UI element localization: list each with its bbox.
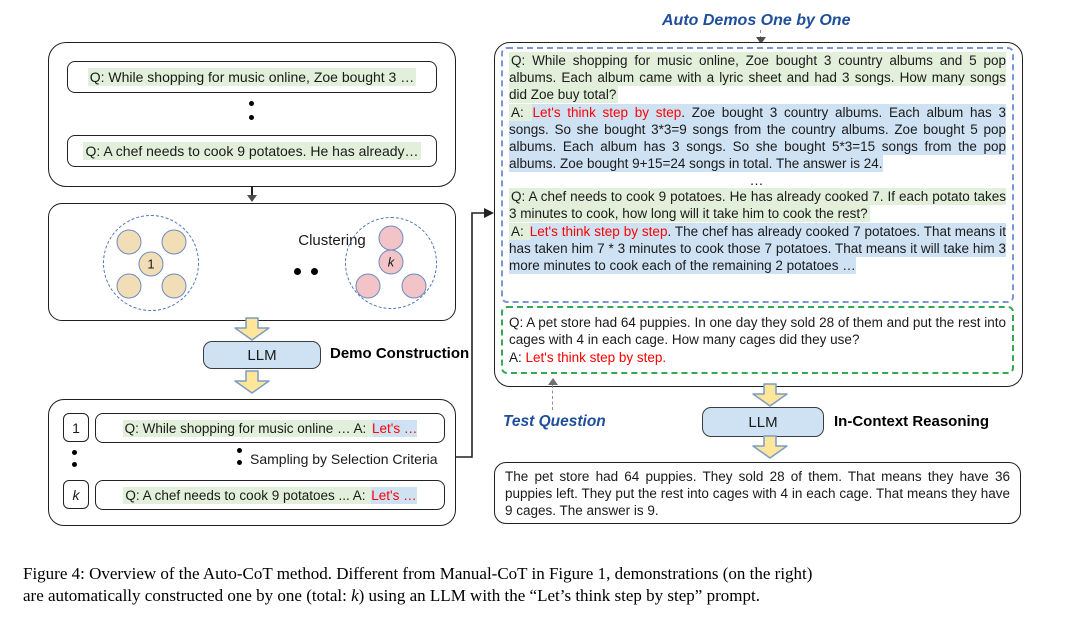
pool-question-card-2 — [67, 135, 437, 167]
cluster-1-label: 1 — [147, 256, 155, 272]
vertical-ellipsis-icon — [72, 450, 77, 467]
llm-box-demo-construction — [203, 341, 321, 369]
final-answer-box — [494, 462, 1021, 524]
demo-row-index-1: 1 — [63, 413, 89, 442]
llm-label: LLM — [247, 346, 277, 364]
demo-pool-box — [48, 399, 456, 526]
demo-row-card-1 — [95, 413, 445, 443]
in-context-reasoning-label: In-Context Reasoning — [834, 413, 990, 430]
test-question-pointer-arrowhead — [548, 378, 558, 385]
test-question-label: Test Question — [503, 413, 606, 430]
block-arrow-icon — [233, 371, 271, 394]
pool-question-2-text: Q: A chef needs to cook 9 potatoes. He has already… — [85, 143, 419, 159]
demo-row-k-answer: Let's … — [371, 487, 417, 503]
demos-ellipsis: … — [749, 172, 766, 188]
horizontal-ellipsis-icon — [294, 268, 318, 275]
test-question-pointer-line — [552, 385, 553, 410]
question-pool-box — [48, 42, 456, 187]
cluster-node — [117, 274, 142, 299]
demo-construction-label: Demo Construction — [330, 345, 470, 362]
vertical-ellipsis-icon — [249, 101, 254, 120]
auto-demos-label: Auto Demos One by One — [662, 12, 851, 29]
final-answer-text: The pet store had 64 puppies. They sold 28 of them. That means they have 36 puppies left. They put the rest into cages with 4 in each cage. That means they have 9 cages. The answer is 9. — [505, 469, 1010, 518]
demo-row-1-answer: Let's … — [372, 420, 418, 436]
sampling-label: Sampling by Selection Criteria — [250, 451, 438, 467]
figure-caption — [23, 563, 1063, 606]
down-arrowhead-icon — [247, 195, 257, 202]
block-arrow-icon — [233, 318, 271, 341]
cluster-node — [379, 226, 404, 251]
caption-line-1: Figure 4: Overview of the Auto-CoT method. Different from Manual-CoT in Figure 1, demonstrations (on the right) — [23, 564, 813, 583]
cluster-node — [162, 230, 187, 255]
block-arrow-icon — [751, 436, 789, 459]
auto-demos-dashed-box — [501, 47, 1014, 303]
cluster-k-label: k — [387, 254, 395, 270]
caption-line-2: are automatically constructed one by one (total: k) using an LLM with the “Let’s think step by step” prompt. — [23, 585, 760, 605]
pool-question-1-text: Q: While shopping for music online, Zoe bought 3 … — [89, 69, 415, 85]
test-answer-text: A: Let's think step by step. — [509, 350, 667, 365]
cluster-node — [356, 274, 381, 299]
pool-question-card-1 — [67, 61, 437, 93]
llm-box-in-context-reasoning — [702, 407, 824, 437]
demo-row-1-question: Q: While shopping for music online … A: — [124, 420, 370, 436]
demo-row-index-k: k — [63, 480, 89, 509]
cluster-1-center-node — [139, 252, 164, 277]
test-question-dashed-box — [501, 306, 1014, 374]
demo2-question: Q: A chef needs to cook 9 potatoes. He has already cooked 7. If each potato takes 3 minutes to cook, how long will it take him to cook the rest? — [509, 189, 1006, 221]
test-question-text: Q: A pet store had 64 puppies. In one day they sold 28 of them and put the rest into cages with 4 in each cage. How many cages did they use? — [509, 315, 1006, 347]
demo1-answer: A: Let's think step by step. Zoe bought 3 country albums. Each album has 3 songs. So she bought 3*3=9 songs from the country albums. Zoe bought 5 pop albums. Each album has 3 songs. So she bought 5*3=15 songs from the pop albums. Zoe bought 9+15=24 songs in total. The answer is 24. — [509, 105, 1006, 171]
vertical-ellipsis-icon — [237, 448, 242, 465]
demo-row-card-k — [95, 480, 445, 510]
cluster-node — [162, 274, 187, 299]
llm-label: LLM — [748, 413, 778, 431]
cluster-k-center-node — [379, 250, 404, 275]
clustering-label: Clustering — [298, 232, 366, 249]
demo2-answer: A: Let's think step by step. The chef has already cooked 7 potatoes. That means it has taken him 7 * 3 minutes to cook those 7 potatoes. That means it will take him 3 more minutes to cook each of the remaining 2 potatoes … — [509, 224, 1006, 273]
cluster-node — [117, 230, 142, 255]
demo-row-k-question: Q: A chef needs to cook 9 potatoes ... A: — [125, 487, 370, 503]
demo1-question: Q: While shopping for music online, Zoe bought 3 country albums and 5 pop albums. Each album came with a lyric sheet and had 3 songs. How many songs did Zoe buy total? — [509, 53, 1006, 102]
block-arrow-icon — [751, 384, 789, 407]
cluster-node — [402, 274, 427, 299]
clustering-box — [48, 203, 456, 321]
